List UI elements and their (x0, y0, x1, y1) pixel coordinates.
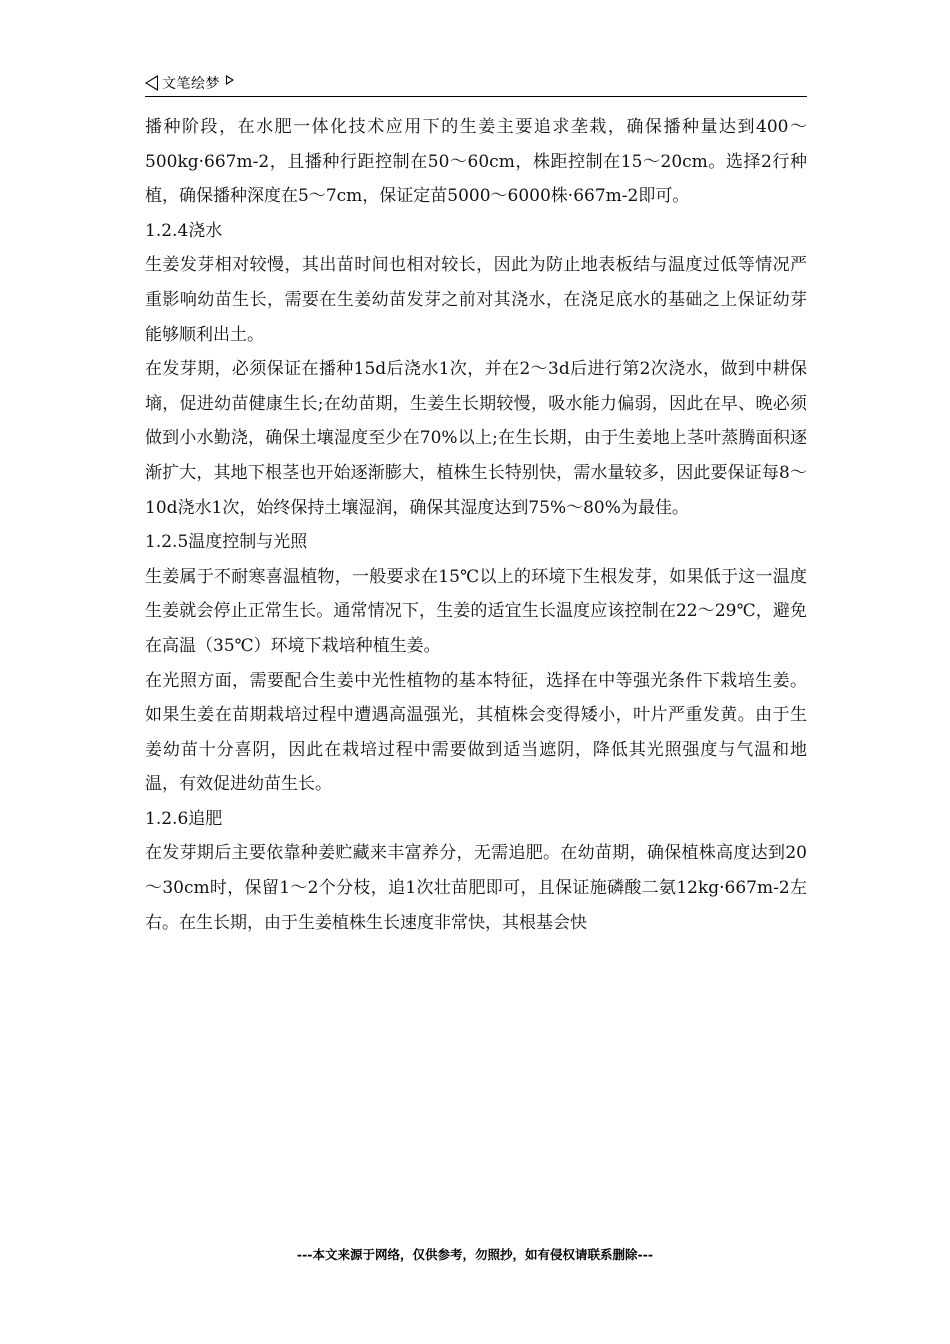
paragraph-sowing: 播种阶段，在水肥一体化技术应用下的生姜主要追求垄栽，确保播种量达到400～500kg·667m-2，且播种行距控制在50～60cm，株距控制在15～20cm。选择2行种植，确保播种深度在5～7cm，保证定苗5000～6000株·667m-2即可。 (145, 117, 807, 207)
page-header (145, 70, 807, 97)
paragraph-watering-stages: 在发芽期，必须保证在播种15d后浇水1次，并在2～3d后进行第2次浇水，做到中耕保墒，促进幼苗健康生长;在幼苗期，生姜生长期较慢，吸水能力偏弱，因此在早、晚必须做到小水勤浇，确保土壤湿度至少在70%以上;在生长期，由于生姜地上茎叶蒸腾面积逐渐扩大，其地下根茎也开始逐渐膨大，植株生长特别快，需水量较多，因此要保证每8～10d浇水1次，始终保持土壤湿润，确保其湿度达到75%～80%为最佳。 (145, 359, 807, 518)
paragraph-fertilizing: 在发芽期后主要依靠种姜贮藏来丰富养分，无需追肥。在幼苗期，确保植株高度达到20～30cm时，保留1～2个分枝，追1次壮苗肥即可，且保证施磷酸二氨12kg·667m-2左右。在生长期，由于生姜植株生长速度非常快，其根基会快 (145, 843, 807, 933)
triangle-left-outline-icon (145, 75, 158, 91)
section-heading-temperature-light: 1.2.5温度控制与光照 (145, 532, 308, 553)
header-brand: 文笔绘梦 (162, 76, 220, 92)
document-body (145, 110, 807, 940)
triangle-right-outline-icon (226, 75, 234, 85)
paragraph-light: 在光照方面，需要配合生姜中光性植物的基本特征，选择在中等强光条件下栽培生姜。如果生姜在苗期栽培过程中遭遇高温强光，其植株会变得矮小，叶片严重发黄。由于生姜幼苗十分喜阴，因此在栽培过程中需要做到适当遮阴，降低其光照强度与气温和地温，有效促进幼苗生长。 (145, 670, 807, 795)
page-footer-disclaimer: ---本文来源于网络，仅供参考，勿照抄，如有侵权请联系删除--- (296, 1247, 654, 1262)
paragraph-temperature: 生姜属于不耐寒喜温植物，一般要求在15℃以上的环境下生根发芽，如果低于这一温度生姜就会停止正常生长。通常情况下，生姜的适宜生长温度应该控制在22～29℃，避免在高温（35℃）环境下栽培种植生姜。 (145, 566, 807, 656)
section-heading-watering: 1.2.4浇水 (145, 220, 223, 241)
section-heading-fertilizing: 1.2.6追肥 (145, 808, 223, 829)
paragraph-watering-intro: 生姜发芽相对较慢，其出苗时间也相对较长，因此为防止地表板结与温度过低等情况严重影响幼苗生长，需要在生姜幼苗发芽之前对其浇水，在浇足底水的基础之上保证幼芽能够顺利出土。 (145, 255, 807, 345)
